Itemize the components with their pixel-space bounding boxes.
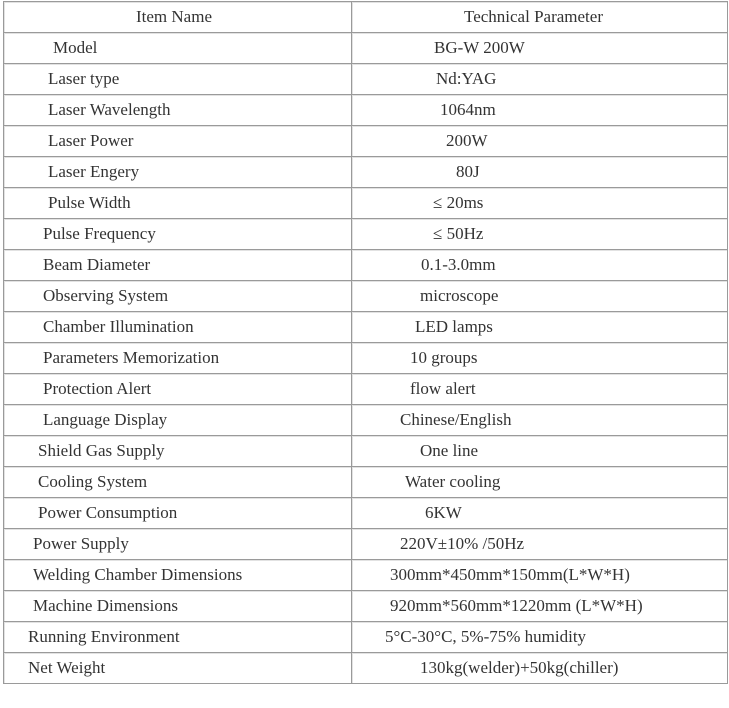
- item-name-cell: [4, 622, 352, 653]
- item-name-cell: [4, 33, 352, 64]
- technical-parameter-value: Chinese/English: [400, 410, 512, 429]
- table-row: [4, 591, 728, 622]
- table-row: [4, 467, 728, 498]
- technical-parameter-cell: [352, 126, 728, 157]
- technical-parameter-cell: [352, 219, 728, 250]
- technical-parameter-cell: [352, 33, 728, 64]
- item-name-cell: [4, 281, 352, 312]
- table-row: [4, 312, 728, 343]
- technical-parameter-value: 5°C-30°C, 5%-75% humidity: [385, 627, 587, 646]
- table-row: [4, 64, 728, 95]
- item-name-cell: [4, 591, 352, 622]
- technical-parameter-value: Water cooling: [405, 472, 501, 491]
- technical-parameter-cell: [352, 498, 728, 529]
- item-name: Net Weight: [28, 658, 106, 677]
- header-item-name: Item Name: [4, 2, 352, 33]
- table-row: [4, 95, 728, 126]
- technical-parameter-cell: [352, 560, 728, 591]
- item-name: Laser type: [48, 69, 120, 88]
- item-name: Pulse Width: [48, 193, 131, 212]
- technical-parameter-value: flow alert: [410, 379, 476, 398]
- technical-parameter-value: 220V±10% /50Hz: [400, 534, 525, 553]
- item-name: Power Supply: [33, 534, 129, 553]
- table-row: [4, 33, 728, 64]
- item-name: Model: [53, 38, 98, 57]
- technical-parameter-cell: [352, 436, 728, 467]
- item-name: Laser Wavelength: [48, 100, 171, 119]
- technical-parameter-value: One line: [420, 441, 479, 460]
- table-row: [4, 157, 728, 188]
- technical-parameter-cell: [352, 622, 728, 653]
- item-name-cell: [4, 188, 352, 219]
- technical-parameter-value: 920mm*560mm*1220mm (L*W*H): [390, 596, 643, 615]
- spec-table: [3, 1, 728, 684]
- table-row: [4, 622, 728, 653]
- item-name-cell: [4, 157, 352, 188]
- technical-parameter-cell: [352, 281, 728, 312]
- technical-parameter-value: 6KW: [425, 503, 462, 522]
- header-technical-parameter: Technical Parameter: [352, 2, 728, 33]
- item-name: Power Consumption: [38, 503, 178, 522]
- technical-parameter-cell: [352, 653, 728, 684]
- item-name-cell: [4, 219, 352, 250]
- technical-parameter-value: Nd:YAG: [436, 69, 497, 88]
- table-row: [4, 188, 728, 219]
- item-name: Running Environment: [28, 627, 180, 646]
- technical-parameter-value: 300mm*450mm*150mm(L*W*H): [390, 565, 630, 584]
- item-name-cell: [4, 560, 352, 591]
- technical-parameter-value: 200W: [446, 131, 488, 150]
- technical-parameter-cell: [352, 467, 728, 498]
- table-row: [4, 560, 728, 591]
- item-name-cell: [4, 95, 352, 126]
- item-name-cell: [4, 312, 352, 343]
- technical-parameter-value: ≤ 50Hz: [433, 224, 484, 243]
- technical-parameter-cell: [352, 374, 728, 405]
- item-name: Pulse Frequency: [43, 224, 156, 243]
- technical-parameter-cell: [352, 157, 728, 188]
- technical-parameter-cell: [352, 188, 728, 219]
- technical-parameter-value: 0.1-3.0mm: [421, 255, 496, 274]
- item-name-cell: [4, 498, 352, 529]
- item-name-cell: [4, 436, 352, 467]
- technical-parameter-value: 130kg(welder)+50kg(chiller): [420, 658, 619, 677]
- item-name-cell: [4, 467, 352, 498]
- item-name: Chamber Illumination: [43, 317, 194, 336]
- item-name-cell: [4, 405, 352, 436]
- item-name-cell: [4, 250, 352, 281]
- technical-parameter-cell: [352, 64, 728, 95]
- technical-parameter-value: microscope: [420, 286, 499, 305]
- table-row: [4, 126, 728, 157]
- item-name-cell: [4, 64, 352, 95]
- item-name: Cooling System: [38, 472, 148, 491]
- technical-parameter-cell: [352, 343, 728, 374]
- technical-parameter-cell: [352, 312, 728, 343]
- technical-parameter-cell: [352, 529, 728, 560]
- item-name: Laser Engery: [48, 162, 140, 181]
- item-name: Machine Dimensions: [33, 596, 178, 615]
- item-name: Laser Power: [48, 131, 134, 150]
- item-name: Protection Alert: [43, 379, 152, 398]
- technical-parameter-value: BG-W 200W: [434, 38, 525, 57]
- table-row: [4, 374, 728, 405]
- technical-parameter-cell: [352, 405, 728, 436]
- item-name: Beam Diameter: [43, 255, 151, 274]
- table-row: [4, 498, 728, 529]
- technical-parameter-value: 10 groups: [410, 348, 478, 367]
- technical-parameter-value: 80J: [456, 162, 480, 181]
- technical-parameter-value: 1064nm: [440, 100, 496, 119]
- table-row: [4, 281, 728, 312]
- item-name-cell: [4, 529, 352, 560]
- table-row: [4, 653, 728, 684]
- item-name: Welding Chamber Dimensions: [33, 565, 243, 584]
- technical-parameter-cell: [352, 250, 728, 281]
- table-row: [4, 343, 728, 374]
- item-name: Shield Gas Supply: [38, 441, 165, 460]
- table-row: [4, 405, 728, 436]
- table-row: [4, 219, 728, 250]
- technical-parameter-cell: [352, 95, 728, 126]
- table-row: [4, 436, 728, 467]
- table-row: [4, 250, 728, 281]
- item-name-cell: [4, 126, 352, 157]
- item-name: Observing System: [43, 286, 169, 305]
- technical-parameter-value: LED lamps: [415, 317, 493, 336]
- item-name-cell: [4, 374, 352, 405]
- table-row: [4, 529, 728, 560]
- item-name-cell: [4, 653, 352, 684]
- item-name-cell: [4, 343, 352, 374]
- item-name: Language Display: [43, 410, 168, 429]
- technical-parameter-value: ≤ 20ms: [433, 193, 484, 212]
- header-row: [4, 2, 728, 33]
- technical-parameter-cell: [352, 591, 728, 622]
- item-name: Parameters Memorization: [43, 348, 220, 367]
